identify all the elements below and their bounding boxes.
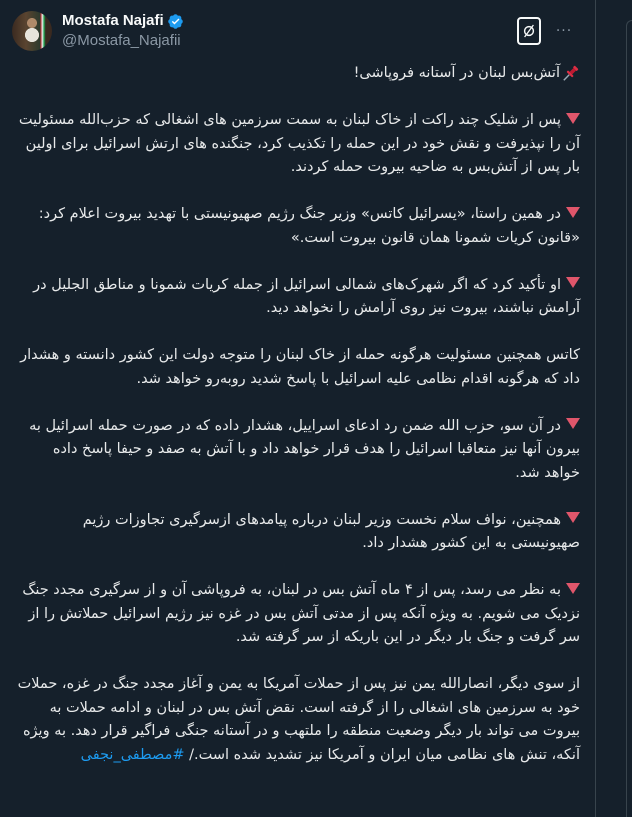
tweet-text [16,62,580,791]
grok-icon [521,23,537,39]
user-block [62,11,184,51]
more-icon: ··· [555,23,573,39]
paragraph-5 [16,415,580,486]
paragraph-1 [16,109,580,180]
sidebar-panel-edge [626,20,632,817]
red-triangle-icon [566,512,580,523]
paragraph-7 [16,579,580,650]
paragraph-text: به نظر می رسد، پس از ۴ ماه آتش بس در لبنان، به فروپاشی آن و از سرگیری مجدد جنگ نزدیک می شویم. به ویژه آنکه پس از مدتی آتش بس در غزه نیز رژیم اسرائیل حملاتش را از سر گرفت و جنگ بار دیگر در این باریکه از سر گرفته شد. [22,582,580,645]
paragraph-text: در آن سو، حزب الله ضمن رد ادعای اسراییل، هشدار داده که در صورت حمله اسرائیل به بیرون آنها نیز متعاقبا اسرائیل را هدف قرار خواهد داد و با آتش به صفد و حیفا پاسخ داده خواهد شد. [29,417,580,481]
pushpin-icon [562,64,580,82]
red-triangle-icon [566,207,580,218]
hashtag-link[interactable]: #مصطفی_نجفی [80,746,185,763]
red-triangle-icon [566,583,580,594]
red-triangle-icon [566,418,580,429]
display-name[interactable]: Mostafa Najafi [62,12,164,29]
paragraph-2 [16,203,580,250]
tweet-header [12,10,583,52]
paragraph-3 [16,274,580,321]
paragraph-text: او تأکید کرد که اگر شهرک‌های شمالی اسرائیل از جمله کریات شمونا و مناطق الجلیل در آرامش نباشند، بیروت نیز روی آرامش را نخواهد دید. [33,276,580,316]
tweet-title-line [16,62,580,86]
paragraph-text: کاتس همچنین مسئولیت هرگونه حمله از خاک لبنان را متوجه دولت این کشور دانسته و هشدار داد که هرگونه اقدام نظامی علیه اسرائیل با پاسخ شدید روبه‌رو خواهد شد. [20,347,580,387]
user-handle[interactable]: @Mostafa_Najafii [62,32,181,49]
more-options-button[interactable] [553,24,575,38]
paragraph-text: پس از شلیک چند راکت از خاک لبنان به سمت سرزمین های اشغالی که حزب‌الله مسئولیت آن را نپذیرفت و نقش خود در این حمله را تکذیب کرد، جنگنده های ارتش اسرائیل برای اولین بار پس از آتش‌بس به ضاحیه بیروت حمله کردند. [18,112,580,175]
tweet-title: آتش‌بس لبنان در آستانه فروپاشی! [353,65,560,81]
paragraph-text: در همین راستا، «یسرائیل کاتس» وزیر جنگ رژیم صهیونیستی با تهدید بیروت اعلام کرد: «قانون کریات شمونا همان قانون بیروت است.» [38,206,580,246]
red-triangle-icon [566,277,580,288]
grok-button[interactable] [517,17,541,45]
verified-badge-icon [167,13,184,30]
name-row [62,11,184,31]
paragraph-4 [16,344,580,391]
paragraph-text: همچنین، نواف سلام نخست وزیر لبنان درباره پیامدهای ازسرگیری تجاوزات رژیم صهیونیستی به این کشور هشدار داد. [82,511,580,551]
header-actions [517,17,575,45]
paragraph-text: از سوی دیگر، انصارالله یمن نیز پس از حملات آمریکا به یمن و آغاز مجدد جنگ در غزه، حملات خود به سرزمین های اشغالی را از گرفته است. نقض آتش بس در لبنان و ادامه حملات به بیروت می تواند بار دیگر وضعیت منطقه را ملتهب و در آستانه جنگی فراگیر قرار دهد. به ویژه آنکه، تنش های نظامی میان ایران و آمریکا نیز تشدید شده است./ [17,676,580,763]
avatar[interactable] [12,11,52,51]
paragraph-6 [16,509,580,556]
paragraph-8 [16,673,580,767]
red-triangle-icon [566,113,580,124]
